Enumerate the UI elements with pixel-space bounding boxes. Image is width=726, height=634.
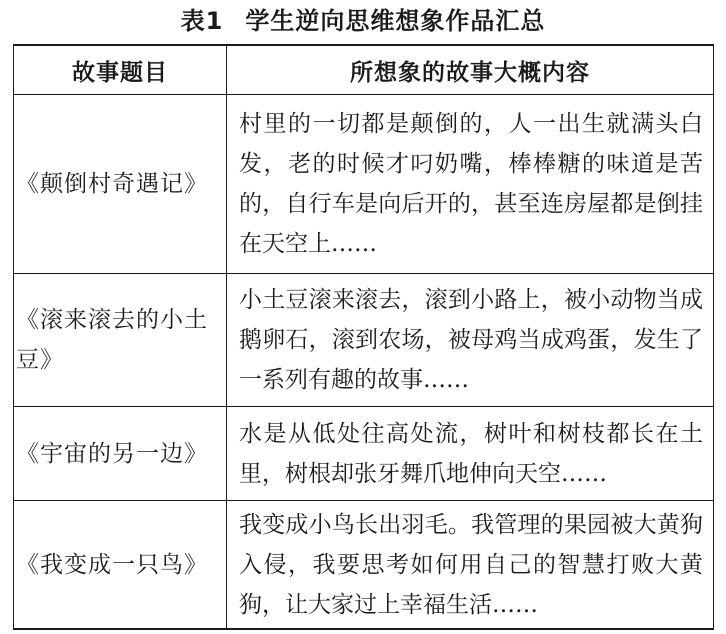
works-summary-table	[13, 44, 714, 630]
table-caption	[0, 4, 726, 38]
story-title-cell: 《滚来滚去的小土豆》	[14, 274, 227, 407]
header-story-title: 故事题目	[14, 45, 227, 95]
table-number: 表1	[180, 7, 224, 35]
table-row	[14, 407, 714, 501]
story-content-cell: 我变成小鸟长出羽毛。我管理的果园被大黄狗入侵，我要思考如何用自己的智慧打败大黄狗，让大家过上幸福生活……	[227, 501, 714, 630]
story-title-cell: 《颠倒村奇遇记》	[14, 95, 227, 274]
story-title-cell: 《我变成一只鸟》	[14, 501, 227, 630]
table-header-row	[14, 45, 714, 95]
header-story-content: 所想象的故事大概内容	[227, 45, 714, 95]
table-row	[14, 95, 714, 274]
story-content-cell: 小土豆滚来滚去，滚到小路上，被小动物当成鹅卵石，滚到农场，被母鸡当成鸡蛋，发生了一系列有趣的故事……	[227, 274, 714, 407]
table-row	[14, 274, 714, 407]
story-content-cell: 村里的一切都是颠倒的，人一出生就满头白发，老的时候才叼奶嘴，棒棒糖的味道是苦的，自行车是向后开的，甚至连房屋都是倒挂在天空上……	[227, 95, 714, 274]
table-row	[14, 501, 714, 630]
story-title-cell: 《宇宙的另一边》	[14, 407, 227, 501]
table-title: 学生逆向思维想象作品汇总	[245, 7, 546, 35]
story-content-cell: 水是从低处往高处流，树叶和树枝都长在土里，树根却张牙舞爪地伸向天空……	[227, 407, 714, 501]
